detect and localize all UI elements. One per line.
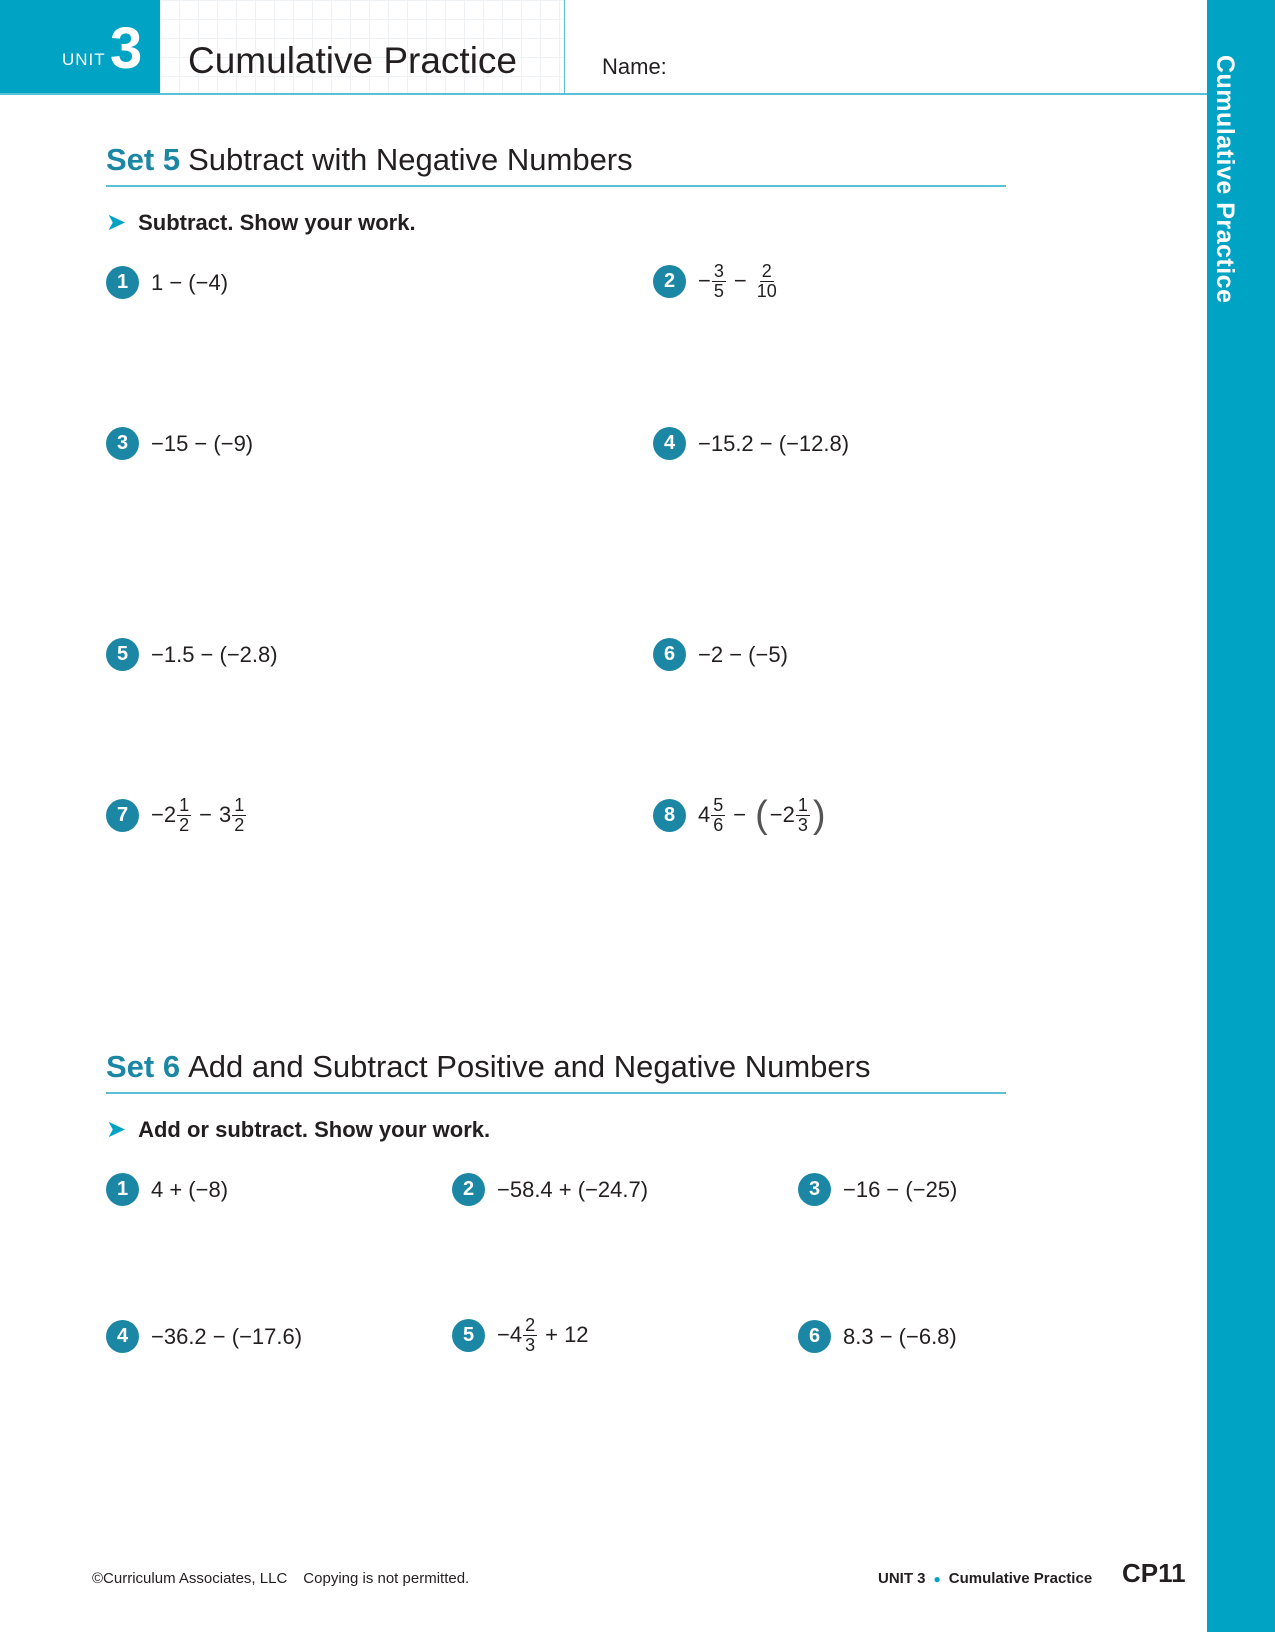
set5-problem-4 [653,427,849,460]
header-divider [0,93,1207,95]
set6-problem-3 [798,1173,957,1206]
set5-label: Set 5 [106,142,181,177]
denominator: 3 [797,814,808,835]
footer-section: Cumulative Practice [948,1570,1093,1587]
problem-number-badge: 6 [653,638,686,671]
problem-number-badge: 1 [106,266,139,299]
operator: − [199,802,212,828]
problem-number-badge: 2 [653,265,686,298]
unit-word: UNIT [62,50,106,69]
fraction [711,796,725,835]
problem-expression: −58.4 + (−24.7) [497,1176,649,1202]
problem-expression: −36.2 − (−17.6) [151,1323,303,1349]
left-paren: ( [755,794,768,837]
footer-copyright [92,1570,469,1587]
set5-title: Subtract with Negative Numbers [188,142,633,177]
problem-number-badge: 4 [653,427,686,460]
set5-problem-8 [653,796,828,835]
problem-number-badge: 3 [106,427,139,460]
problem-expression: 4 + (−8) [151,1176,229,1202]
problem-expression: 8.3 − (−6.8) [843,1323,957,1349]
set5-problem-2 [653,262,780,301]
side-tab-label: Cumulative Practice [1211,55,1239,304]
footer-section-label [878,1570,1092,1587]
problem-number-badge: 3 [798,1173,831,1206]
set5-problem-1 [106,266,228,299]
set5-heading [106,142,633,178]
operator: − [733,268,747,294]
fraction [712,262,726,301]
problem-expression [698,262,780,301]
page-number: CP11 [1122,1558,1186,1588]
problem-number-badge: 1 [106,1173,139,1206]
problem-expression: −2 − (−5) [698,641,788,667]
problem-number-badge: 8 [653,799,686,832]
problem-expression: −15 − (−9) [151,430,254,456]
set5-problem-3 [106,427,253,460]
problem-number-badge: 7 [106,799,139,832]
problem-expression: −16 − (−25) [843,1176,958,1202]
set5-problem-6 [653,638,788,671]
set6-heading [106,1049,871,1085]
set6-problem-6 [798,1320,957,1353]
right-paren: ) [812,794,826,837]
whole-number: −4 [497,1322,523,1348]
problem-number-badge: 6 [798,1320,831,1353]
numerator: 5 [713,795,724,815]
problem-expression: −1.5 − (−2.8) [151,641,278,667]
numerator: 3 [713,261,724,281]
denominator: 10 [756,280,777,301]
set6-problem-5 [452,1316,589,1355]
numerator: 2 [761,261,772,281]
problem-expression [497,1316,589,1355]
numerator: 2 [525,1315,536,1335]
denominator: 5 [713,280,724,301]
set6-title: Add and Subtract Positive and Negative Numbers [188,1049,871,1084]
set6-instruction [106,1115,490,1144]
denominator: 2 [234,814,245,835]
set5-problem-7 [106,796,247,835]
numerator: 1 [234,795,245,815]
whole-number: −2 [769,802,795,828]
fraction [177,796,191,835]
name-label: Name: [602,54,667,79]
numerator: 1 [179,795,190,815]
problem-number-badge: 5 [106,638,139,671]
fraction [232,796,246,835]
set6-label: Set 6 [106,1049,181,1084]
numerator: 1 [797,795,808,815]
denominator: 6 [713,814,724,835]
problem-expression [151,796,247,835]
set5-instruction-text: Subtract. Show your work. [138,209,416,235]
problem-number-badge: 5 [452,1319,485,1352]
arrow-icon: ➤ [106,1116,127,1143]
unit-badge [0,0,160,94]
arrow-icon: ➤ [106,209,127,236]
operator: − [733,802,747,828]
problem-number-badge: 4 [106,1320,139,1353]
denominator: 2 [179,814,190,835]
set5-instruction [106,208,416,237]
whole-number: 3 [218,802,232,828]
problem-expression: −15.2 − (−12.8) [698,430,850,456]
fraction [523,1316,537,1355]
set6-problem-1 [106,1173,228,1206]
whole-number: −2 [151,802,177,828]
expression-tail: + 12 [545,1322,589,1348]
fraction [755,262,779,301]
set6-instruction-text: Add or subtract. Show your work. [138,1116,491,1142]
sign: − [698,268,711,294]
problem-number-badge: 2 [452,1173,485,1206]
denominator: 3 [525,1334,536,1355]
problem-expression [698,796,828,835]
page-title: Cumulative Practice [188,40,518,81]
copy-notice: Copying is not permitted. [303,1570,470,1587]
set5-problem-5 [106,638,278,671]
bullet-icon: ● [933,1571,941,1586]
fraction [796,796,810,835]
footer-unit: UNIT 3 [878,1570,926,1587]
unit-number: 3 [110,16,143,81]
set5-divider [106,185,1006,187]
set6-problem-2 [452,1173,648,1206]
copyright-text: ©Curriculum Associates, LLC [92,1570,288,1587]
whole-number: 4 [698,802,711,828]
set6-problem-4 [106,1320,302,1353]
set6-divider [106,1092,1006,1094]
problem-expression: 1 − (−4) [151,269,229,295]
